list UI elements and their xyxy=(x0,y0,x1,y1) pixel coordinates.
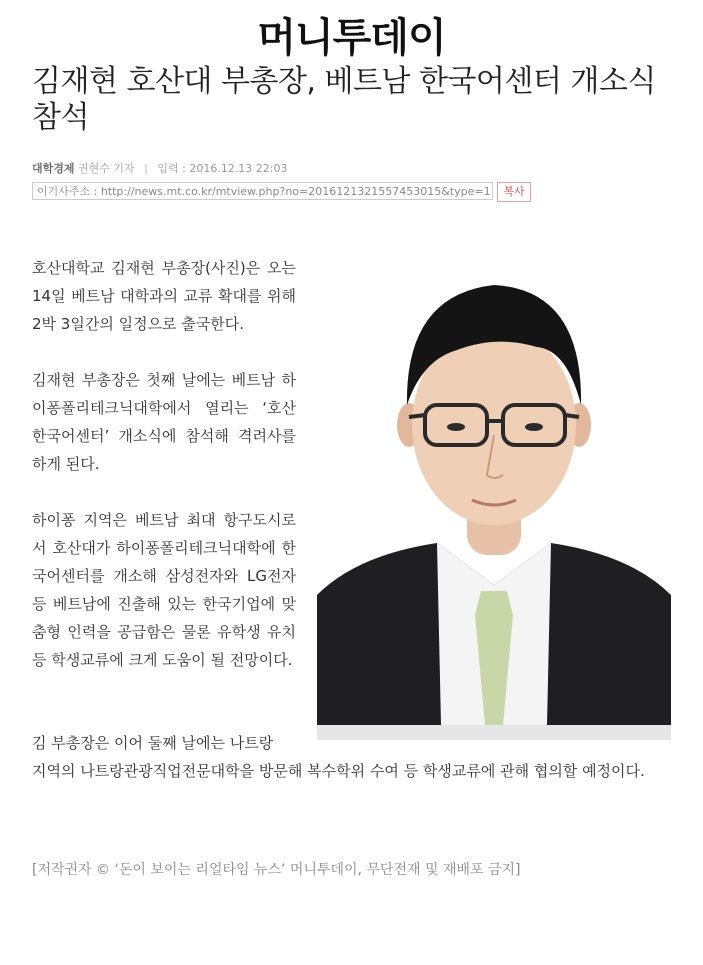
article-paragraph-1: 호산대학교 김재현 부총장(사진)은 오는 14일 베트남 대학과의 교류 확대를 위해 2박 3일간의 일정으로 출국한다. xyxy=(32,259,296,333)
category-label[interactable]: 대학경제 xyxy=(32,162,75,175)
author-label: 권현수 기자 xyxy=(78,162,135,175)
article-paragraph-2: 김재현 부총장은 첫째 날에는 베트남 하이퐁폴리테크닉대학에서 열리는 ‘호산 한국어센터’ 개소식에 참석해 격려사를 하게 된다. xyxy=(32,371,296,473)
article-paragraph-4-start: 김 부총장은 이어 둘째 날에는 나트랑 xyxy=(32,734,274,752)
article-meta xyxy=(32,160,288,176)
article-title: 김재현 호산대 부총장, 베트남 한국어센터 개소식 참석 xyxy=(32,64,656,135)
article-paragraph-3: 하이퐁 지역은 베트남 최대 항구도시로서 호산대가 하이퐁폴리테크닉대학에 한국어센터를 개소해 삼성전자와 LG전자 등 베트남에 진출해 있는 한국기업에 맞춤형 인력을 공급함은 물론 유학생 유치 등 학생교류에 크게 도움이 될 전망이다. xyxy=(32,511,296,669)
article-paragraph-4-end: 지역의 나트랑관광직업전문대학을 방문해 복수학위 수여 등 학생교류에 관해 협의할 예정이다. xyxy=(32,762,645,780)
copy-url-button[interactable]: 복사 xyxy=(497,182,531,202)
copyright-notice: [저작권자 © ‘돈이 보이는 리얼타임 뉴스’ 머니투데이, 무단전재 및 재배포 금지] xyxy=(32,862,521,878)
meta-separator: | xyxy=(144,162,148,175)
site-logo[interactable]: 머니투데이 xyxy=(257,15,446,61)
publish-date: 입력 : 2016.12.13 22:03 xyxy=(157,162,288,175)
article-url-field[interactable]: 이기사주소 : http://news.mt.co.kr/mtview.php?no=2016121321557453015&type=1 xyxy=(32,182,493,200)
article-photo xyxy=(317,255,671,740)
